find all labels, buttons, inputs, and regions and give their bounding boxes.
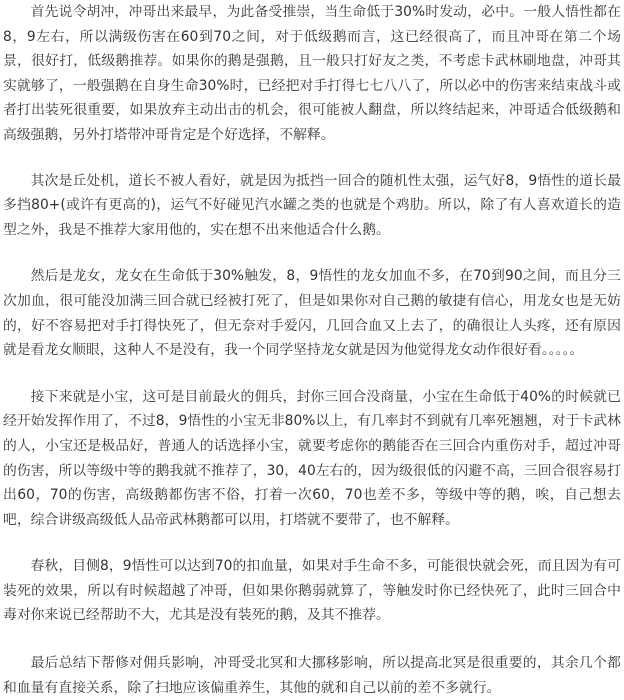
article-body	[3, 0, 621, 700]
paragraph-long-nv: 然后是龙女，龙女在生命低于30%触发，8，9悟性的龙女加血不多，在70到90之间，而且分三次加血，很可能没加满三回合就已经被打死了，但是如果你对自己鹅的敏捷有信心，用龙女也是无妨的，好不容易把对手打得快死了，但无奈对手爱闪，几回合血又上去了，的确很让人头疼，还有原因就是看龙女顺眼，这种人不是没有，我一个同学坚持龙女就是因为他觉得龙女动作很好看。。。。。	[3, 268, 621, 359]
paragraph-chun-qiu: 春秋，目侧8，9悟性可以达到70的扣血量，如果对手生命不多，可能很快就会死，而且因为有可装死的效果，所以有时候超越了冲哥，但如果你鹅弱就算了，等触发时你已经快死了，此时三回合中毒对你来说已经帮助不大，尤其是没有装死的鹅，及其不推荐。	[3, 558, 621, 624]
paragraph-summary: 最后总结下帮修对佣兵影响，冲哥受北冥和大挪移影响，所以提高北冥是很重要的，其余几个都和血量有直接关系，除了扫地应该偏重养生，其他的就和自己以前的差不多就行。	[3, 655, 621, 696]
paragraph-qiu-chuji: 其次是丘处机，道长不被人看好，就是因为抵挡一回合的随机性太强，运气好8，9悟性的道长最多挡80+(或许有更高的)，运气不好碰见汽水罐之类的也就是个鸡肋。所以，除了有人喜欢道长的造型之外，我是不推荐大家用他的，实在想不出来他适合什么鹅。	[3, 172, 621, 238]
paragraph-linghu-chong: 首先说令胡冲，冲哥出来最早，为此备受推崇，当生命低于30%时发动，必中。一般人悟性都在8，9左右，所以满级伤害在60到70之间，对于低级鹅而言，这已经很高了，而且冲哥在第二个场景，很好打，低级鹅推荐。如果你的鹅是强鹅，且一般只打好友之类，不考虑卡武林刷地盘，冲哥其实就够了，一般强鹅在自身生命30%时，已经把对手打得七七八八了，所以必中的伤害来结束战斗或者打出装死很重要，如果放弃主动出击的机会，很可能被人翻盘，所以终结起来，冲哥适合低级鹅和高级强鹅，另外打塔带冲哥肯定是个好选择，不解释。	[3, 4, 621, 143]
paragraph-xiao-bao: 接下来就是小宝，这可是目前最火的佣兵，封你三回合没商量，小宝在生命低于40%的时候就已经开始发挥作用了，不过8，9悟性的小宝无非80%以上，有几率封不到就有几率死翘翘，对于卡武林的人，小宝还是极品好，普通人的话选择小宝，就要考虑你的鹅能否在三回合内重伤对手，超过冲哥的伤害，所以等级中等的鹅我就不推荐了，30，40左右的，因为级很低的闪避不高，三回合很容易打出60，70的伤害，高级鹅都伤害不俗，打着一次60，70也差不多，等级中等的鹅，唉，自己想去吧，综合讲级高级低人品帝武林鹅都可以用，打塔就不要带了，也不解释。	[3, 388, 621, 528]
